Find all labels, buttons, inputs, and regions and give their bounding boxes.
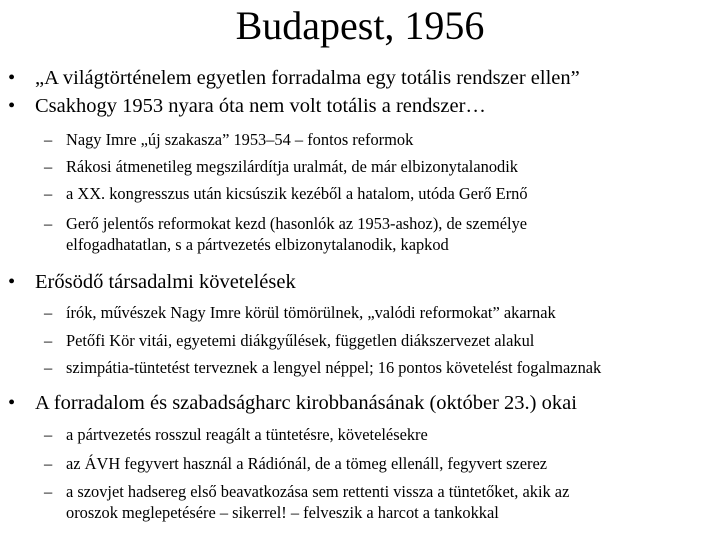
bullet-text: Csakhogy 1953 nyara óta nem volt totális a rendszer…	[35, 95, 486, 117]
sub-item-text-continued: elfogadhatatlan, s a pártvezetés elbizonytalanodik, kapkod	[66, 235, 449, 254]
dash-icon: –	[44, 130, 53, 149]
sub-item-text: a pártvezetés rosszul reagált a tüntetésre, követelésekre	[66, 425, 428, 444]
sub-item-text: Rákosi átmenetileg megszilárdítja uralmát, de már elbizonytalanodik	[66, 157, 518, 176]
sub-item-text: szimpátia-tüntetést terveznek a lengyel néppel; 16 pontos követelést fogalmaznak	[66, 358, 602, 377]
bullet-icon: •	[8, 95, 16, 117]
dash-icon: –	[44, 214, 53, 233]
dash-icon: –	[44, 425, 53, 444]
bullet-icon: •	[8, 67, 16, 89]
dash-icon: –	[44, 482, 53, 501]
sub-item-text-continued: oroszok meglepetésére – sikerrel! – felveszik a harcot a tankokkal	[66, 503, 499, 522]
sub-item-text: Petőfi Kör vitái, egyetemi diákgyűlések, független diákszervezet alakul	[66, 331, 535, 350]
bullet-icon: •	[8, 392, 16, 414]
dash-icon: –	[44, 358, 53, 377]
sub-item-text: Nagy Imre „új szakasza” 1953–54 – fontos reformok	[66, 130, 414, 149]
sub-item-text: az ÁVH fegyvert használ a Rádiónál, de a tömeg ellenáll, fegyvert szerez	[66, 454, 548, 473]
dash-icon: –	[44, 303, 53, 322]
sub-item-text: a szovjet hadsereg első beavatkozása sem rettenti vissza a tüntetőket, akik az	[66, 482, 570, 501]
sub-item-text: Gerő jelentős reformokat kezd (hasonlók az 1953-ashoz), de személye	[66, 214, 528, 233]
bullet-text: „A világtörténelem egyetlen forradalma egy totális rendszer ellen”	[35, 67, 580, 89]
dash-icon: –	[44, 157, 53, 176]
slide-title: Budapest, 1956	[235, 3, 485, 48]
bullet-text: A forradalom és szabadságharc kirobbanásának (október 23.) okai	[35, 392, 577, 414]
dash-icon: –	[44, 184, 53, 203]
bullet-icon: •	[8, 271, 16, 293]
bullet-text: Erősödő társadalmi követelések	[35, 271, 296, 293]
sub-item-text: a XX. kongresszus után kicsúszik kezéből a hatalom, utóda Gerő Ernő	[66, 184, 528, 203]
sub-item-text: írók, művészek Nagy Imre körül tömörülnek, „valódi reformokat” akarnak	[66, 303, 556, 322]
dash-icon: –	[44, 454, 53, 473]
dash-icon: –	[44, 331, 53, 350]
